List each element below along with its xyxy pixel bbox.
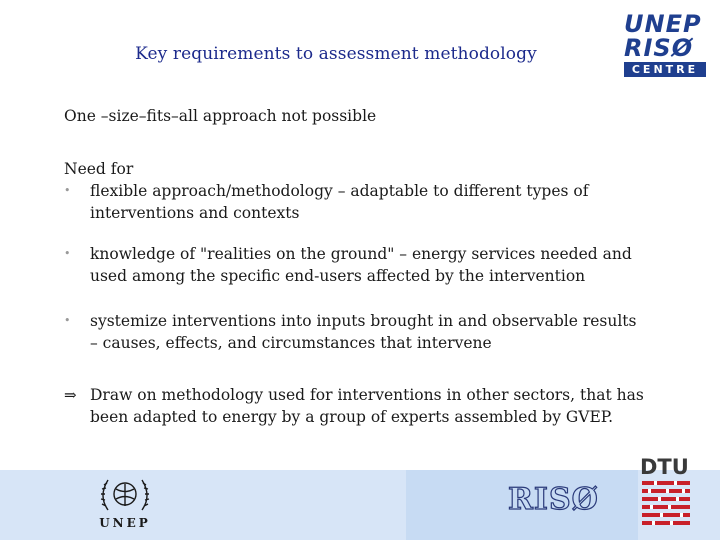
dtu-logo (640, 455, 696, 535)
need-for-label: Need for (64, 160, 134, 178)
logo-line-centre: CENTRE (624, 62, 706, 77)
un-laurel-icon (88, 472, 162, 516)
bullet-text: knowledge of "realities on the ground" – energy services needed and used among the specific end-users affected by the intervention (90, 245, 632, 285)
slide-title: Key requirements to assessment methodology (135, 44, 537, 64)
bullet-icon: • (64, 184, 71, 197)
logo-line-riso: RISØ (624, 34, 694, 62)
unep-label: UNEP (99, 516, 151, 530)
unep-riso-centre-logo (624, 12, 712, 76)
bullet-icon: • (64, 247, 71, 260)
bullet-item (64, 310, 644, 354)
riso-logo: RISØ (508, 482, 599, 517)
bullet-text: systemize interventions into inputs brought in and observable results – causes, effects, and circumstances that intervene (90, 312, 637, 352)
dtu-label: DTU (640, 455, 689, 479)
bullet-text: flexible approach/methodology – adaptable to different types of interventions and contexts (90, 182, 589, 222)
bullet-icon: • (64, 314, 71, 327)
no-one-size-fits-all-text: One –size–fits–all approach not possible (64, 107, 377, 125)
bullet-item (64, 180, 644, 224)
implies-arrow-icon: ⇒ (64, 386, 77, 404)
bullet-item (64, 243, 644, 287)
logo-line-unep: UNEP (624, 10, 702, 38)
conclusion-item (64, 384, 644, 428)
unep-emblem-logo (88, 472, 162, 538)
conclusion-text: Draw on methodology used for interventions in other sectors, that has been adapted to energy by a group of experts assembled by GVEP. (90, 386, 644, 426)
dtu-stripes-icon (640, 479, 696, 531)
